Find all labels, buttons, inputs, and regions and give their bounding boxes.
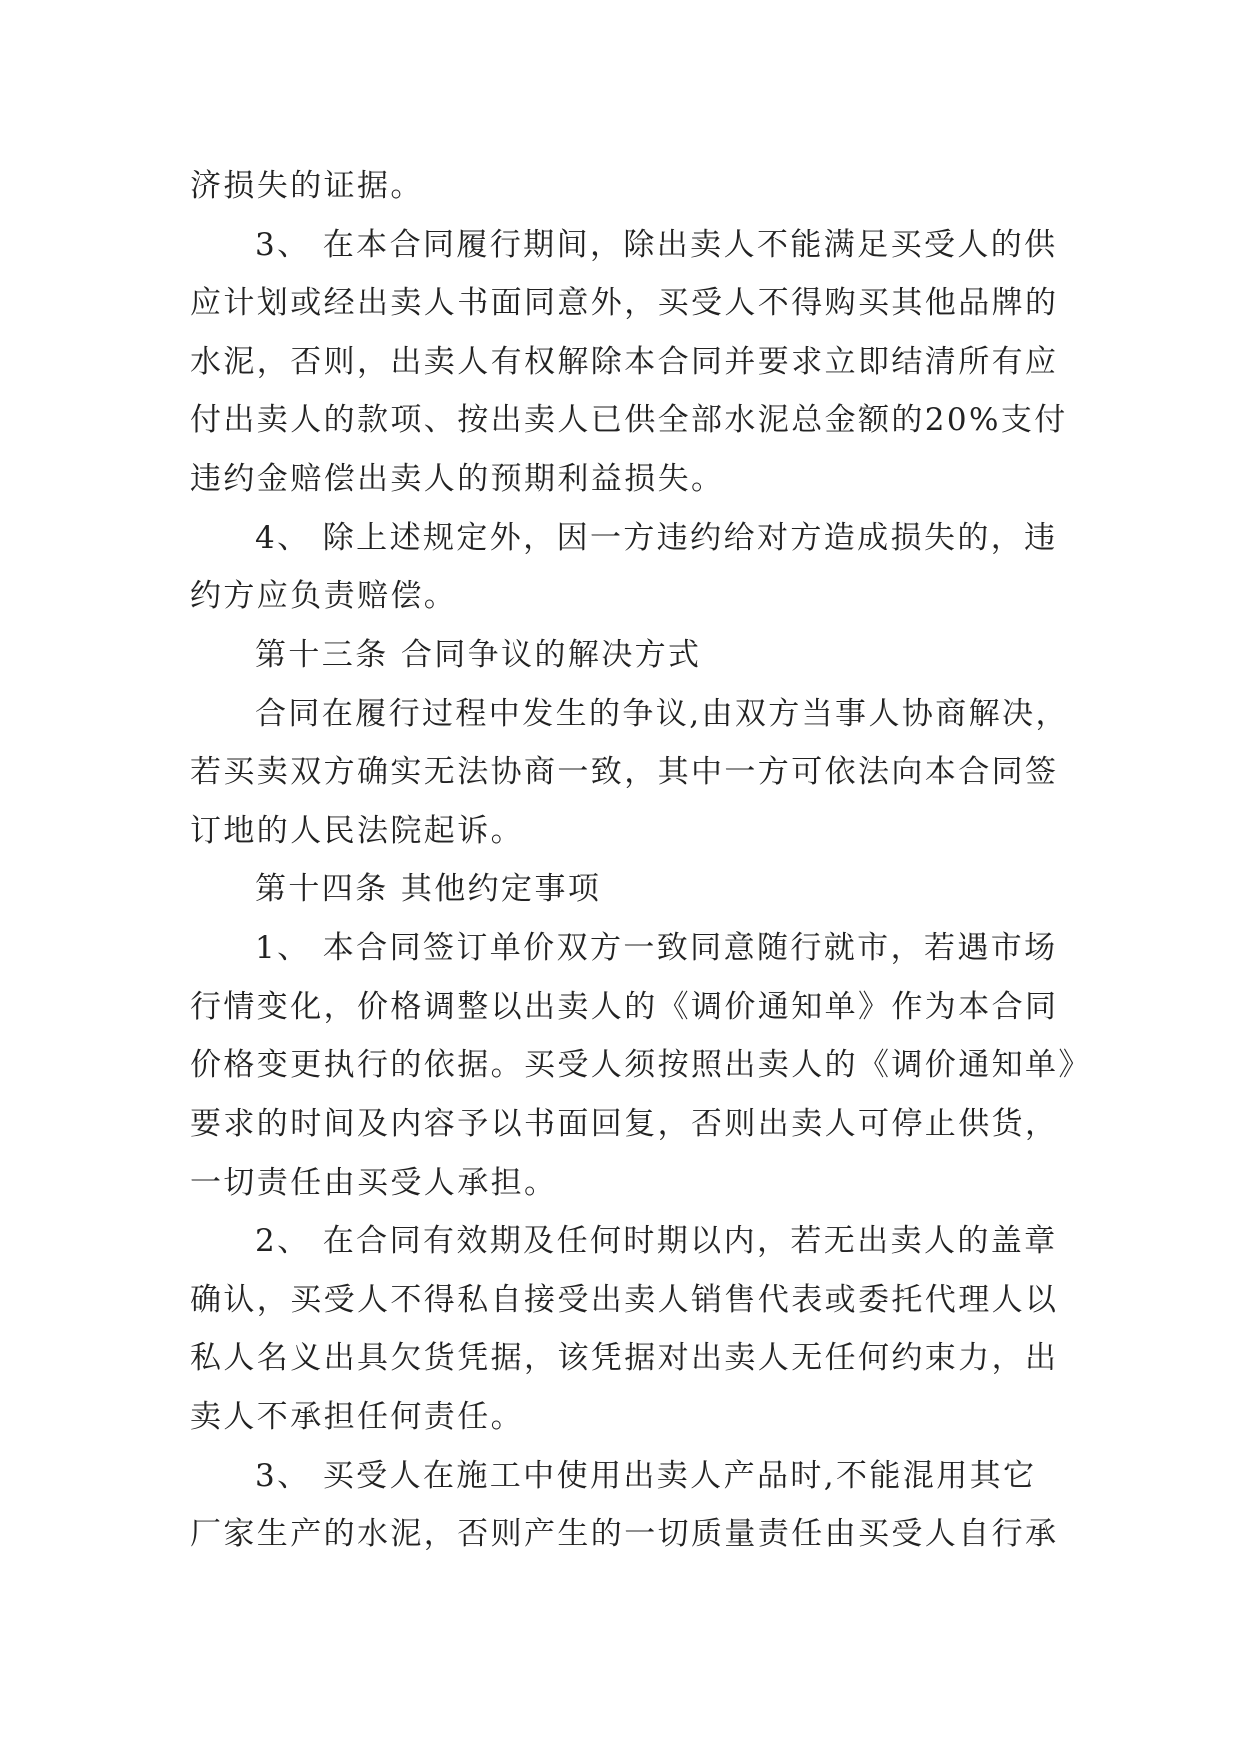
text-line: 2、 在合同有效期及任何时期以内，若无出卖人的盖章 — [255, 1223, 1058, 1259]
text-line: 3、 在本合同履行期间，除出卖人不能满足买受人的供 — [255, 227, 1058, 263]
text-line: 违约金赔偿出卖人的预期利益损失。 — [190, 461, 725, 497]
text-line: 济损失的证据。 — [190, 168, 424, 204]
text-line: 3、 买受人在施工中使用出卖人产品时,不能混用其它 — [255, 1458, 1037, 1494]
text-line: 1、 本合同签订单价双方一致同意随行就市，若遇市场 — [255, 930, 1058, 966]
text-line: 水泥，否则，出卖人有权解除本合同并要求立即结清所有应 — [190, 344, 1059, 380]
text-line: 私人名义出具欠货凭据，该凭据对出卖人无任何约束力，出 — [190, 1340, 1059, 1376]
text-line: 合同在履行过程中发生的争议,由双方当事人协商解决， — [255, 696, 1069, 732]
text-line: 要求的时间及内容予以书面回复，否则出卖人可停止供货， — [190, 1106, 1059, 1142]
text-line: 付出卖人的款项、按出卖人已供全部水泥总金额的20%支付 — [190, 402, 1068, 438]
text-line: 若买卖双方确实无法协商一致，其中一方可依法向本合同签 — [190, 754, 1059, 790]
text-line: 一切责任由买受人承担。 — [190, 1165, 558, 1201]
text-line: 4、 除上述规定外，因一方违约给对方造成损失的，违 — [255, 520, 1058, 556]
text-line: 确认，买受人不得私自接受出卖人销售代表或委托代理人以 — [190, 1282, 1059, 1318]
text-line: 价格变更执行的依据。买受人须按照出卖人的《调价通知单》 — [190, 1047, 1092, 1083]
text-line: 订地的人民法院起诉。 — [190, 813, 524, 849]
section-heading: 第十三条 合同争议的解决方式 — [255, 637, 702, 673]
text-line: 约方应负责赔偿。 — [190, 578, 458, 614]
section-heading: 第十四条 其他约定事项 — [255, 871, 602, 907]
text-line: 应计划或经出卖人书面同意外，买受人不得购买其他品牌的 — [190, 285, 1059, 321]
text-line: 卖人不承担任何责任。 — [190, 1399, 524, 1435]
text-line: 行情变化，价格调整以出卖人的《调价通知单》作为本合同 — [190, 989, 1059, 1025]
text-line: 厂家生产的水泥，否则产生的一切质量责任由买受人自行承 — [190, 1516, 1059, 1552]
